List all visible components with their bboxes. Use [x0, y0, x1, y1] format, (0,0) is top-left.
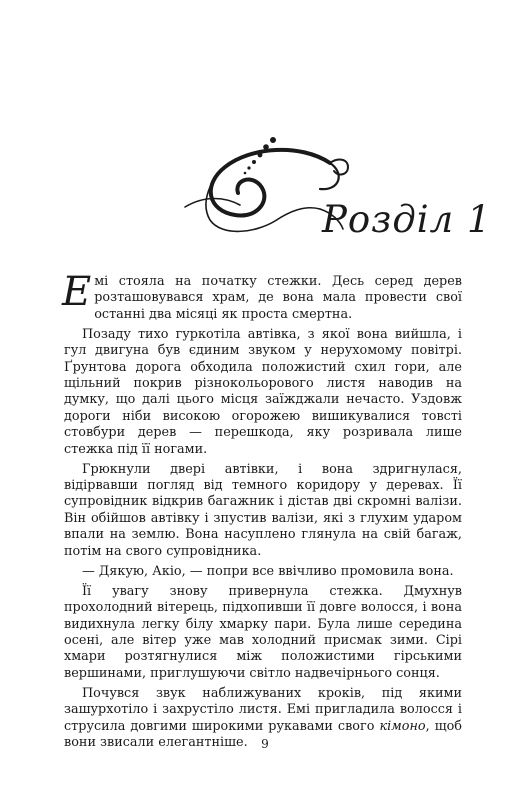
chapter-title: Розділ 1 [322, 198, 492, 241]
paragraph-text: мі стояла на початку стежки. Десь серед дерев розташовувався храм, де вона мала провести свої останні два місяці як проста смертна. [94, 274, 462, 322]
paragraph: Грюкнули двері автівки, і вона здригнулася, відірвавши погляд від темного коридору у деревах. Її супровідник відкрив багажник і дістав дві скромні валізи. Він обійшов автівку і зпустив валізи, які з глухим ударом впали на землю. Вона насуплено глянула на свій багаж, потім на свого супровідника. [64, 461, 462, 559]
page-number: 9 [261, 737, 269, 751]
chapter-text [62, 269, 463, 755]
paragraph-text: Почувся звук наближуваних кроків, під якими зашурхотіло і захрустіло листя. Емі пригладила волосся і струсила довгими широкими рукавами свого [64, 685, 462, 734]
italic-word: кімоно [379, 718, 426, 734]
paragraph-text: , щоб вони звисали елегантніше. [64, 718, 463, 750]
paragraph: — Дякую, Акіо, — попри все ввічливо промовила вона. [82, 563, 454, 579]
paragraph: Позаду тихо гуркотіла автівка, з якої вона вийшла, і гул двигуна був єдиним звуком у нерухомому повітрі. Ґрунтова дорога обходила положистий схил гори, але щільний покрив різнокольорового листя наводив на думку, що далі цього місця заїжджали нечасто. Уздовж дороги ніби високою огорожею вишикувалися товсті стовбури дерев — перешкода, яку розривала лише стежка під її ногами. [64, 326, 462, 457]
paragraph [62, 269, 462, 323]
paragraph: Її увагу знову привернула стежка. Дмухнув прохолодний вітерець, підхопивши її довге волосся, і вона видихнула легку білу хмарку пари. Була лише середина осені, але вітер уже мав холодний присмак зими. Сірі хмари розтягнулися між положистими гірськими вершинами, приглушуючи світло надвечірнього сонця. [64, 583, 462, 681]
drop-cap: Е [62, 269, 92, 315]
